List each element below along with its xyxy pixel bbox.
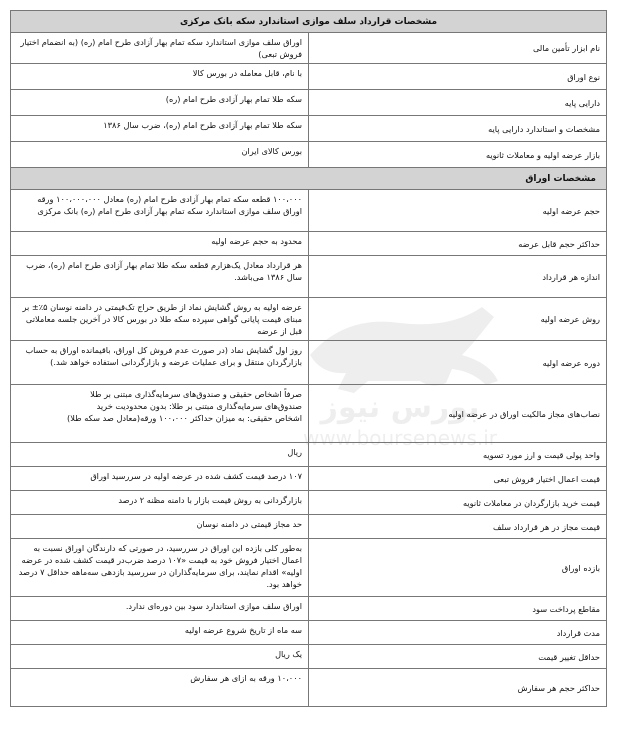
table-row [11,232,607,256]
row-value: با نام، قابل معامله در بورس کالا [11,64,309,90]
row-value: سه ماه از تاریخ شروع عرضه اولیه [11,621,309,645]
row-label: حداقل تغییر قیمت [309,645,607,669]
row-label: مدت قرارداد [309,621,607,645]
table-row [11,64,607,90]
row-value: محدود به حجم عرضه اولیه [11,232,309,256]
row-value: اوراق سلف موازی استاندارد سکه تمام بهار آزادی طرح امام (ره) (به انضمام اختیار فروش تبعی) [11,33,309,64]
row-label: قیمت اعمال اختیار فروش تبعی [309,467,607,491]
section-header-securities [11,168,607,190]
table-row [11,190,607,232]
section-header-contract [11,11,607,33]
row-label: واحد پولی قیمت و ارز مورد تسویه [309,443,607,467]
table-row [11,515,607,539]
table-row [11,621,607,645]
row-label: مشخصات و استاندارد دارایی پایه [309,116,607,142]
row-label: نصاب‌های مجاز مالکیت اوراق در عرضه اولیه [309,385,607,443]
row-value: اوراق سلف موازی استاندارد سود بین دوره‌ای ندارد. [11,597,309,621]
section-title: مشخصات اوراق [11,168,607,190]
row-value: یک ریال [11,645,309,669]
row-value: سکه طلا تمام بهار آزادی طرح امام (ره) [11,90,309,116]
row-value: بازارگردانی به روش قیمت بازار با دامنه مظنه ۲ درصد [11,491,309,515]
row-label: حداکثر حجم قابل عرضه [309,232,607,256]
table-row [11,467,607,491]
table-row [11,669,607,707]
table-row [11,597,607,621]
table-row [11,341,607,385]
table-row [11,385,607,443]
section-title: مشخصات قرارداد سلف موازی استاندارد سکه بانک مرکزی [11,11,607,33]
row-label: حجم عرضه اولیه [309,190,607,232]
table-row [11,33,607,64]
table-row [11,116,607,142]
row-value: هر قرارداد معادل یک‌هزارم قطعه سکه طلا تمام بهار آزادی طرح امام (ره)، ضرب سال ۱۳۸۶ می‌باشد. [11,256,309,298]
table-row [11,443,607,467]
row-value: به‌طور کلی بازده این اوراق در سررسید، در صورتی که دارندگان اوراق نسبت به اعمال اختیار فروش خود به قیمت «۱۰۷ درصد ضرب‌در قیمت کشف شده در عرضه اولیه» اقدام نمایند، برای سرمایه‌گذاران در سررسید بازدهی سه‌ماهه حداقل ۷ درصد خواهد بود. [11,539,309,597]
row-label: بازار عرضه اولیه و معاملات ثانویه [309,142,607,168]
row-label: نام ابزار تأمین مالی [309,33,607,64]
row-label: مقاطع پرداخت سود [309,597,607,621]
table-row [11,491,607,515]
watermark-site: www.boursenews.ir [302,426,498,450]
row-value: ۱۰۰،۰۰۰ قطعه سکه تمام بهار آزادی طرح امام (ره) معادل ۱۰۰،۰۰۰،۰۰۰ ورقه اوراق سلف موازی استاندارد سکه تمام بهار آزادی طرح امام (ره) بانک مرکزی [11,190,309,232]
contract-specs-table [10,10,607,707]
row-label: دوره عرضه اولیه [309,341,607,385]
row-value: صرفاً اشخاص حقیقی و صندوق‌های سرمایه‌گذاری مبتنی بر طلا صندوق‌های سرمایه‌گذاری مبتنی بر طلا: بدون محدودیت خرید اشخاص حقیقی: به میزان حداکثر ۱۰۰،۰۰۰ ورقه(معادل صد سکه طلا) [11,385,309,443]
row-value: حد مجاز قیمتی در دامنه نوسان [11,515,309,539]
table-row [11,90,607,116]
row-label: قیمت خرید بازارگردان در معاملات ثانویه [309,491,607,515]
watermark-brand: بورس نیوز [320,390,480,425]
row-label: اندازه هر قرارداد [309,256,607,298]
row-label: بازده اوراق [309,539,607,597]
table-row [11,256,607,298]
row-value: سکه طلا تمام بهار آزادی طرح امام (ره)، ضرب سال ۱۳۸۶ [11,116,309,142]
table-row [11,539,607,597]
table-row [11,142,607,168]
row-value: عرضه اولیه به روش گشایش نماد از طریق حراج تک‌قیمتی در دامنه نوسان ۵٪± بر مبنای قیمت پایانی گواهی سپرده سکه طلا در بورس کالا در آخرین جلسه معاملاتی قبل از عرضه [11,298,309,341]
row-value: ۱۰۷ درصد قیمت کشف شده در عرضه اولیه در سررسید اوراق [11,467,309,491]
row-label: حداکثر حجم هر سفارش [309,669,607,707]
row-value: روز اول گشایش نماد (در صورت عدم فروش کل اوراق، باقیمانده اوراق به حساب بازارگردان منتقل و برای عملیات عرضه و بازارگردانی استفاده خواهد شد.) [11,341,309,385]
row-label: روش عرضه اولیه [309,298,607,341]
row-label: قیمت مجاز در هر قرارداد سلف [309,515,607,539]
row-label: نوع اوراق [309,64,607,90]
row-value: ریال [11,443,309,467]
row-value: ۱۰،۰۰۰ ورقه به ازای هر سفارش [11,669,309,707]
table-row [11,298,607,341]
row-label: دارایی پایه [309,90,607,116]
table-row [11,645,607,669]
row-value: بورس کالای ایران [11,142,309,168]
